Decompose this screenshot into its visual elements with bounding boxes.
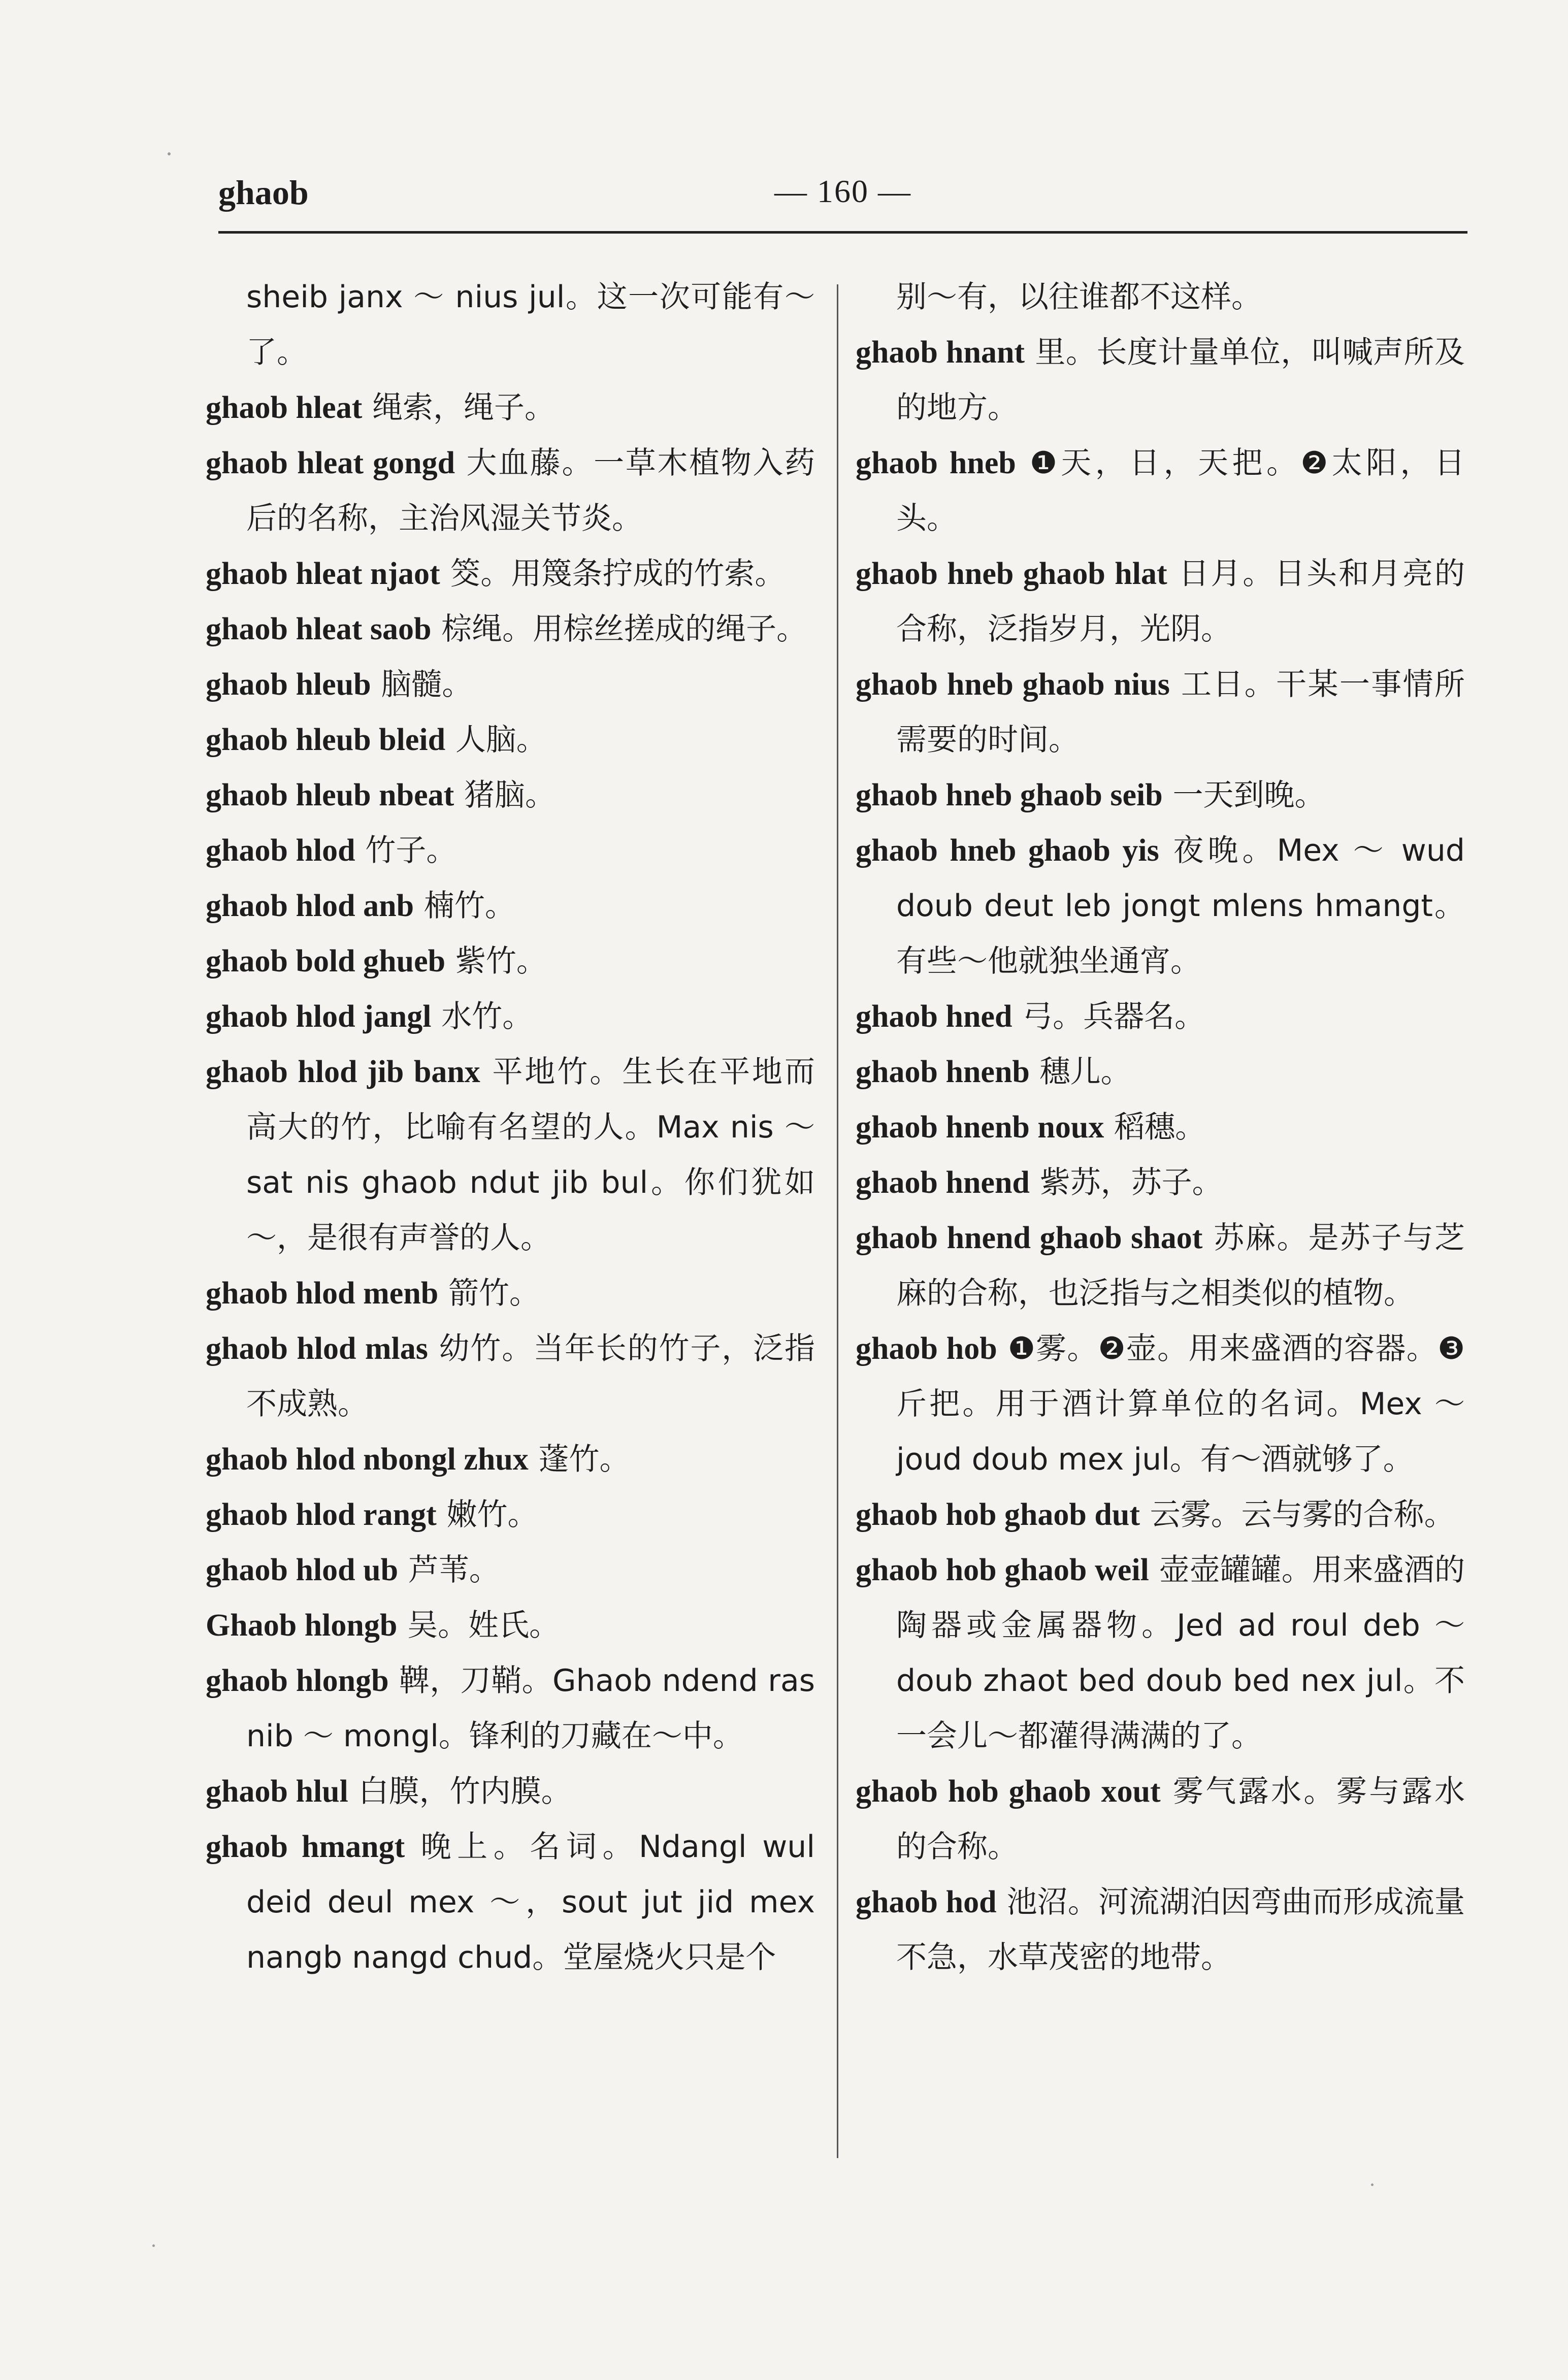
dictionary-entry — [206, 1321, 815, 1431]
entry-headword: ghaob hnant — [856, 335, 1025, 370]
entry-headword: ghaob hlod nbongl zhux — [206, 1442, 529, 1477]
dictionary-entry — [206, 601, 815, 657]
dictionary-entry — [856, 1542, 1465, 1764]
entry-definition: 工日。干某一事情所需要的时间。 — [896, 667, 1465, 758]
dictionary-entry — [856, 1487, 1465, 1542]
entry-definition: 池沼。河流湖泊因弯曲而形成流量不急，水草茂密的地带。 — [896, 1884, 1465, 1975]
entry-definition: 云雾。云与雾的合称。 — [1150, 1497, 1455, 1533]
dictionary-entry — [206, 546, 815, 601]
entry-definition: 苏麻。是苏子与芝麻的合称，也泛指与之相类似的植物。 — [896, 1220, 1465, 1311]
entry-definition: 晚上。名词。Ndangl wul deid deul mex ～，sout jut jid mex nangb nangd chud。堂屋烧火只是个 — [246, 1829, 815, 1975]
entry-definition: 猪脑。 — [464, 777, 556, 813]
dictionary-entry — [206, 1653, 815, 1764]
dictionary-entry — [206, 1044, 815, 1265]
entry-definition: ❶天，日，天把。❷太阳，日头。 — [896, 445, 1465, 536]
dictionary-entry — [856, 1155, 1465, 1210]
dictionary-entry — [206, 989, 815, 1044]
dictionary-entry — [856, 823, 1465, 989]
entry-definition: 水竹。 — [441, 999, 533, 1034]
entry-headword: ghaob hleub nbeat — [206, 778, 454, 812]
column-divider — [837, 284, 838, 2158]
dictionary-entry — [856, 1210, 1465, 1321]
dictionary-entry — [206, 1764, 815, 1819]
entry-headword: ghaob hlod jib banx — [206, 1055, 480, 1089]
entry-headword: ghaob hnenb noux — [856, 1110, 1104, 1145]
entry-definition: 夜晚。Mex ～ wud doub deut leb jongt mlens hmangt。有些～他就独坐通宵。 — [896, 833, 1465, 979]
entry-definition: 壶壶罐罐。用来盛酒的陶器或金属器物。Jed ad roul deb ～ doub zhaot bed doub bed nex jul。不一会儿～都灌得满满的了。 — [896, 1552, 1465, 1754]
entry-definition: 大血藤。一草木植物入药后的名称，主治风湿关节炎。 — [246, 445, 815, 536]
entry-definition: 鞞，刀鞘。Ghaob ndend ras nib ～ mongl。锋利的刀藏在～中。 — [246, 1663, 815, 1754]
entry-headword: ghaob hlongb — [206, 1664, 389, 1698]
entry-definition: ❶雾。❷壶。用来盛酒的容器。❸斤把。用于酒计算单位的名词。Mex ～ joud doub mex jul。有～酒就够了。 — [896, 1331, 1465, 1477]
entry-headword: ghaob hob ghaob xout — [856, 1774, 1161, 1809]
entry-headword: ghaob hmangt — [206, 1830, 405, 1864]
entry-headword: ghaob hnend — [856, 1165, 1030, 1200]
entry-headword: ghaob hleat njaot — [206, 557, 440, 591]
entry-headword: ghaob hleat saob — [206, 612, 432, 646]
dictionary-entry — [856, 1099, 1465, 1155]
entry-headword: Ghaob hlongb — [206, 1608, 398, 1643]
entry-definition: 紫竹。 — [455, 943, 547, 979]
dictionary-entry — [206, 1597, 815, 1653]
dictionary-entry — [206, 269, 815, 380]
page-header — [218, 162, 1467, 234]
entry-definition: 竹子。 — [365, 833, 457, 868]
entry-definition: 紫苏，苏子。 — [1039, 1165, 1223, 1200]
entry-headword: ghaob hlod jangl — [206, 999, 432, 1034]
dictionary-entry — [856, 435, 1465, 546]
guide-word: ghaob — [218, 173, 309, 212]
entry-headword: ghaob hleub bleid — [206, 723, 446, 757]
dictionary-entry — [856, 1764, 1465, 1874]
entry-definition: 弓。兵器名。 — [1022, 999, 1205, 1034]
entry-headword: ghaob hneb ghaob yis — [856, 833, 1159, 868]
dictionary-entry — [206, 767, 815, 823]
entry-headword: ghaob hned — [856, 999, 1012, 1034]
entry-definition: 嫩竹。 — [446, 1497, 538, 1533]
entry-headword: ghaob hleat — [206, 390, 363, 425]
dictionary-entry — [856, 546, 1465, 657]
dictionary-entry — [206, 823, 815, 878]
entry-definition: 楠竹。 — [423, 888, 515, 924]
dictionary-entry — [856, 989, 1465, 1044]
entry-definition: 吴。姓氏。 — [407, 1608, 560, 1643]
entry-headword: ghaob hnenb — [856, 1055, 1030, 1089]
entry-definition: 脑髓。 — [381, 667, 473, 702]
entry-headword: ghaob hlod anb — [206, 889, 414, 923]
page-number: — 160 — — [774, 173, 911, 209]
entry-headword: ghaob hneb — [856, 446, 1016, 480]
entry-definition: 芦苇。 — [408, 1552, 500, 1588]
entry-headword: ghaob hlod ub — [206, 1553, 399, 1587]
entry-headword: ghaob bold ghueb — [206, 944, 446, 979]
dictionary-entry — [206, 1265, 815, 1321]
entry-headword: ghaob hlul — [206, 1774, 348, 1809]
entry-headword: ghaob hneb ghaob nius — [856, 667, 1170, 702]
dictionary-entry — [856, 1321, 1465, 1487]
entry-headword: ghaob hlod mlas — [206, 1331, 428, 1366]
entry-definition: 穗儿。 — [1039, 1054, 1131, 1090]
dictionary-entry — [856, 767, 1465, 823]
entry-definition: 箭竹。 — [448, 1276, 540, 1311]
dictionary-entry — [206, 1819, 815, 1985]
dictionary-entry — [856, 1874, 1465, 1985]
entry-definition: sheib janx ～ nius jul。这一次可能有～了。 — [246, 279, 815, 370]
dictionary-entry — [856, 657, 1465, 767]
scan-speck — [1371, 2183, 1374, 2186]
left-column — [206, 269, 815, 1985]
dictionary-entry — [206, 712, 815, 767]
entry-headword: ghaob hnend ghaob shaot — [856, 1221, 1203, 1255]
scan-speck — [152, 2244, 155, 2247]
dictionary-entry — [856, 324, 1465, 435]
dictionary-entry — [206, 435, 815, 546]
entry-headword: ghaob hlod menb — [206, 1276, 439, 1311]
entry-definition: 里。长度计量单位，叫喊声所及的地方。 — [896, 335, 1465, 426]
dictionary-entry — [856, 269, 1465, 324]
entry-definition: 雾气露水。雾与露水的合称。 — [896, 1774, 1465, 1865]
entry-definition: 一天到晚。 — [1172, 777, 1325, 813]
entry-headword: ghaob hleat gongd — [206, 446, 455, 480]
entry-definition: 幼竹。当年长的竹子，泛指不成熟。 — [246, 1331, 815, 1422]
entry-headword: ghaob hneb ghaob hlat — [856, 557, 1167, 591]
dictionary-entry — [206, 380, 815, 435]
entry-definition: 人脑。 — [455, 722, 547, 758]
dictionary-entry — [206, 1431, 815, 1487]
entry-definition: 筊。用篾条拧成的竹索。 — [450, 556, 786, 592]
entry-definition: 蓬竹。 — [538, 1442, 630, 1477]
entry-headword: ghaob hod — [856, 1885, 997, 1919]
entry-definition: 稻穗。 — [1114, 1110, 1206, 1145]
entry-definition: 日月。日头和月亮的合称，泛指岁月，光阴。 — [896, 556, 1465, 647]
dictionary-entry — [206, 878, 815, 933]
dictionary-entry — [206, 1542, 815, 1597]
entry-headword: ghaob hlod — [206, 833, 355, 868]
entry-headword: ghaob hob ghaob weil — [856, 1553, 1149, 1587]
dictionary-entry — [206, 1487, 815, 1542]
right-column — [856, 269, 1465, 1985]
entry-definition: 绳索，绳子。 — [372, 390, 556, 426]
entry-headword: ghaob hob — [856, 1331, 997, 1366]
dictionary-entry — [206, 657, 815, 712]
dictionary-entry — [856, 1044, 1465, 1099]
entry-definition: 白膜，竹内膜。 — [358, 1774, 572, 1809]
header-rule — [218, 231, 1467, 234]
entry-definition: 别～有，以往谁都不这样。 — [896, 279, 1262, 315]
entry-headword: ghaob hneb ghaob seib — [856, 778, 1163, 812]
entry-headword: ghaob hob ghaob dut — [856, 1497, 1140, 1532]
dictionary-entry — [206, 933, 815, 989]
entry-definition: 平地竹。生长在平地而高大的竹，比喻有名望的人。Max nis ～ sat nis ghaob ndut jib bul。你们犹如～，是很有声誉的人。 — [246, 1054, 815, 1256]
entry-headword: ghaob hlod rangt — [206, 1497, 437, 1532]
scan-speck — [168, 152, 171, 155]
entry-headword: ghaob hleub — [206, 667, 371, 702]
entry-definition: 棕绳。用棕丝搓成的绳子。 — [441, 611, 807, 647]
